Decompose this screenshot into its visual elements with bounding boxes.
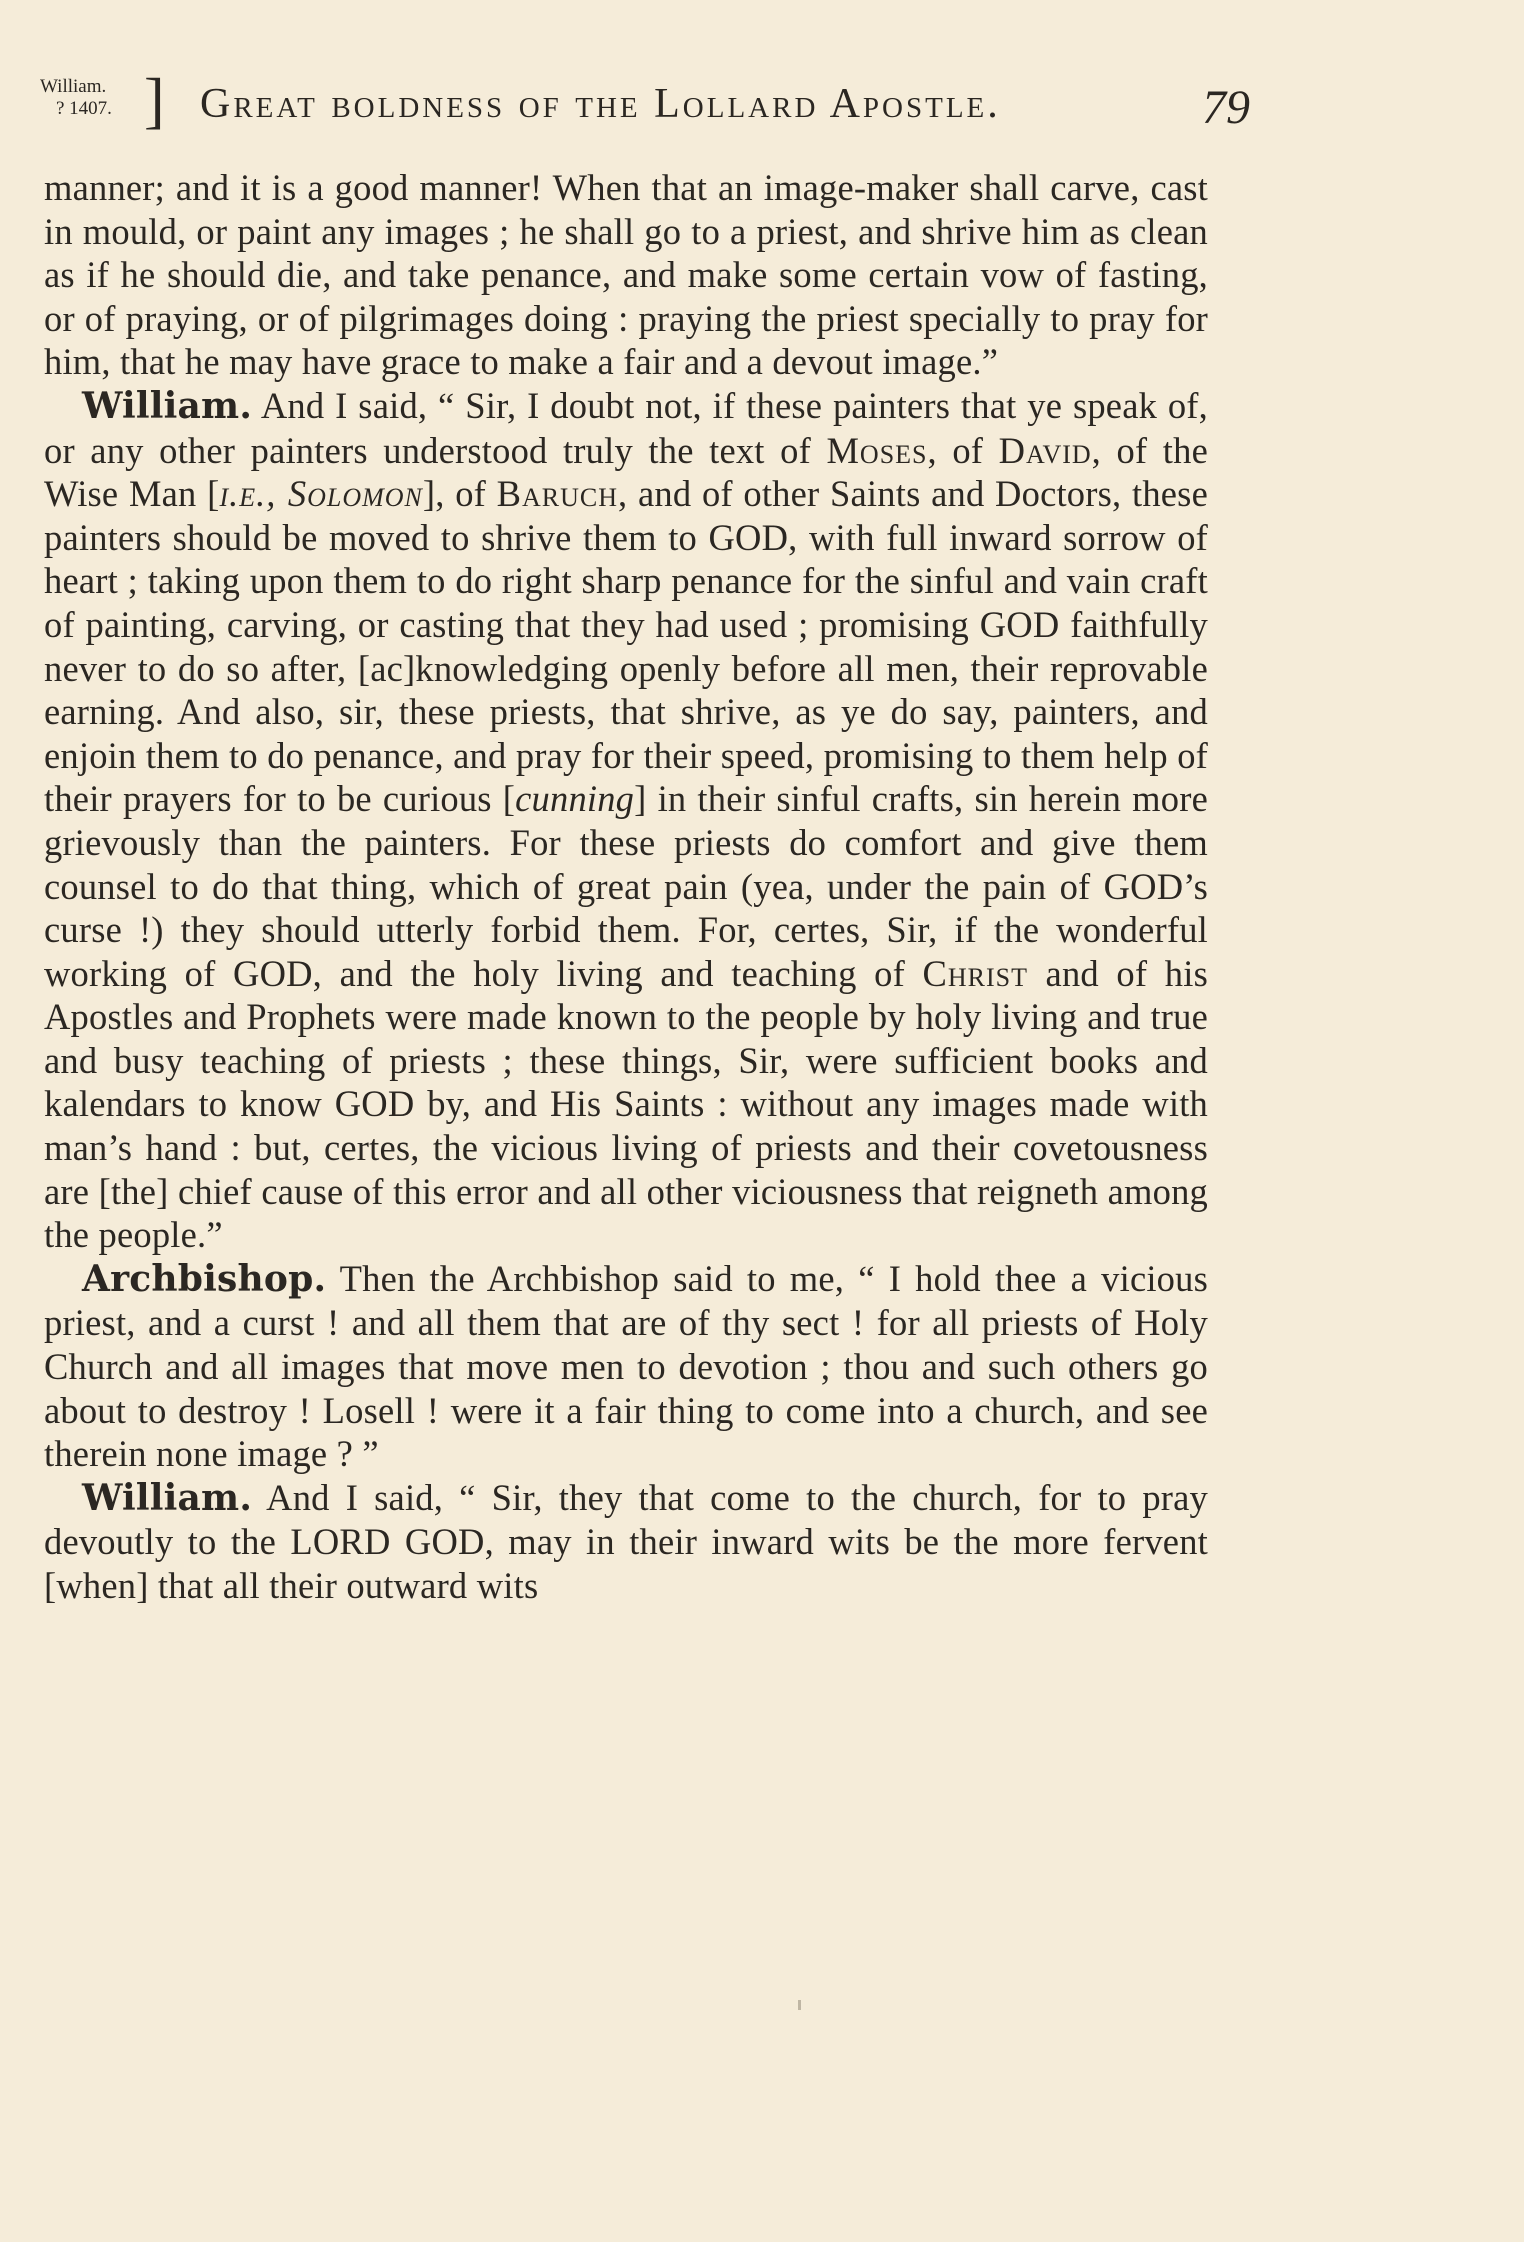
page-number: 79 bbox=[1202, 81, 1250, 134]
speaker-label: William. bbox=[82, 1476, 253, 1519]
gloss-cunning: cunning bbox=[515, 778, 635, 820]
print-speck bbox=[798, 2000, 801, 2010]
paragraph-text: , of the Wise Man [ bbox=[44, 429, 1208, 515]
paragraph bbox=[44, 166, 1208, 384]
paragraph-text: ] in their sinful crafts, sin herein more grievously than the painters. For these priests do comfort and give them counsel to do that thing, which of great pain (yea, under the pain of GOD’s curse !) they should utterly forbid them. For, certes, Sir, if the wonderful working of GOD, and the holy living and teaching of bbox=[44, 778, 1208, 994]
running-title: Great boldness of the Lollard Apostle. bbox=[200, 81, 1001, 127]
side-note-date: ? 1407. bbox=[56, 98, 112, 119]
paragraph bbox=[44, 1257, 1208, 1476]
paragraph bbox=[44, 1476, 1208, 1608]
name-christ: Christ bbox=[922, 952, 1028, 994]
paragraph-text: And I said, “ Sir, I doubt not, if these painters that ye speak of, or any other painters understood truly the text of bbox=[44, 384, 1208, 471]
paragraph bbox=[44, 384, 1208, 1257]
name-moses: Moses bbox=[826, 429, 928, 471]
speaker-label: William. bbox=[82, 384, 253, 427]
paragraph-text: manner; and it is a good manner! When that an image-maker shall carve, cast in mould, or paint any images ; he shall go to a priest, and shrive him as clean as if he should die, and take penance, and make some certain vow of fasting, or of praying, or of pilgrimages doing : praying the priest specially to pray for him, that he may have grace to make a fair and a devout image.” bbox=[44, 167, 1208, 383]
body-text bbox=[44, 166, 1208, 1608]
paragraph-text: Then the Archbishop said to me, “ I hold thee a vicious priest, and a curst ! and all them that are of thy sect ! for all priests of Holy Church and all images that move men to devotion ; thou and such others go about to destroy ! Losell ! were it a fair thing to come into a church, and see therein none image ? ” bbox=[44, 1257, 1208, 1475]
paragraph-text: And I said, “ Sir, they that come to the church, for to pray devoutly to the LORD GOD, may in their inward wits be the more fervent [when] that all their outward wits bbox=[44, 1476, 1208, 1606]
paragraph-text: ], of bbox=[422, 473, 497, 515]
side-note-name: William. bbox=[40, 76, 107, 97]
gloss-solomon: i.e., Solomon bbox=[219, 473, 423, 515]
running-header bbox=[40, 67, 1250, 142]
margin-side-note bbox=[40, 76, 140, 120]
paragraph-text: and of his Apostles and Prophets were made known to the people by holy living and true and busy teaching of priests ; these things, Sir, were sufficient books and kalendars to know GOD by, and His Saints : without any images made with man’s hand : but, certes, the vicious living of priests and their covetousness are [the] chief cause of this error and all other viciousness that reigneth among the people.” bbox=[44, 952, 1208, 1256]
name-baruch: Baruch bbox=[496, 473, 619, 515]
paragraph-text: , of bbox=[927, 429, 999, 471]
paragraph-text: , and of other Saints and Doctors, these painters should be moved to shrive them to GOD, with full inward sorrow of heart ; taking upon them to do right sharp penance for the sinful and vain craft of painting, carving, or casting that they had used ; promising GOD faithfully never to do so after, [ac]knowledging openly before all men, their reprovable earning. And also, sir, these priests, that shrive, as ye do say, painters, and enjoin them to do penance, and pray for their speed, promising to them help of their prayers for to be curious [ bbox=[44, 473, 1208, 820]
speaker-label: Archbishop. bbox=[82, 1257, 327, 1300]
side-note-bracket: ] bbox=[144, 67, 165, 135]
name-david: David bbox=[998, 429, 1092, 471]
